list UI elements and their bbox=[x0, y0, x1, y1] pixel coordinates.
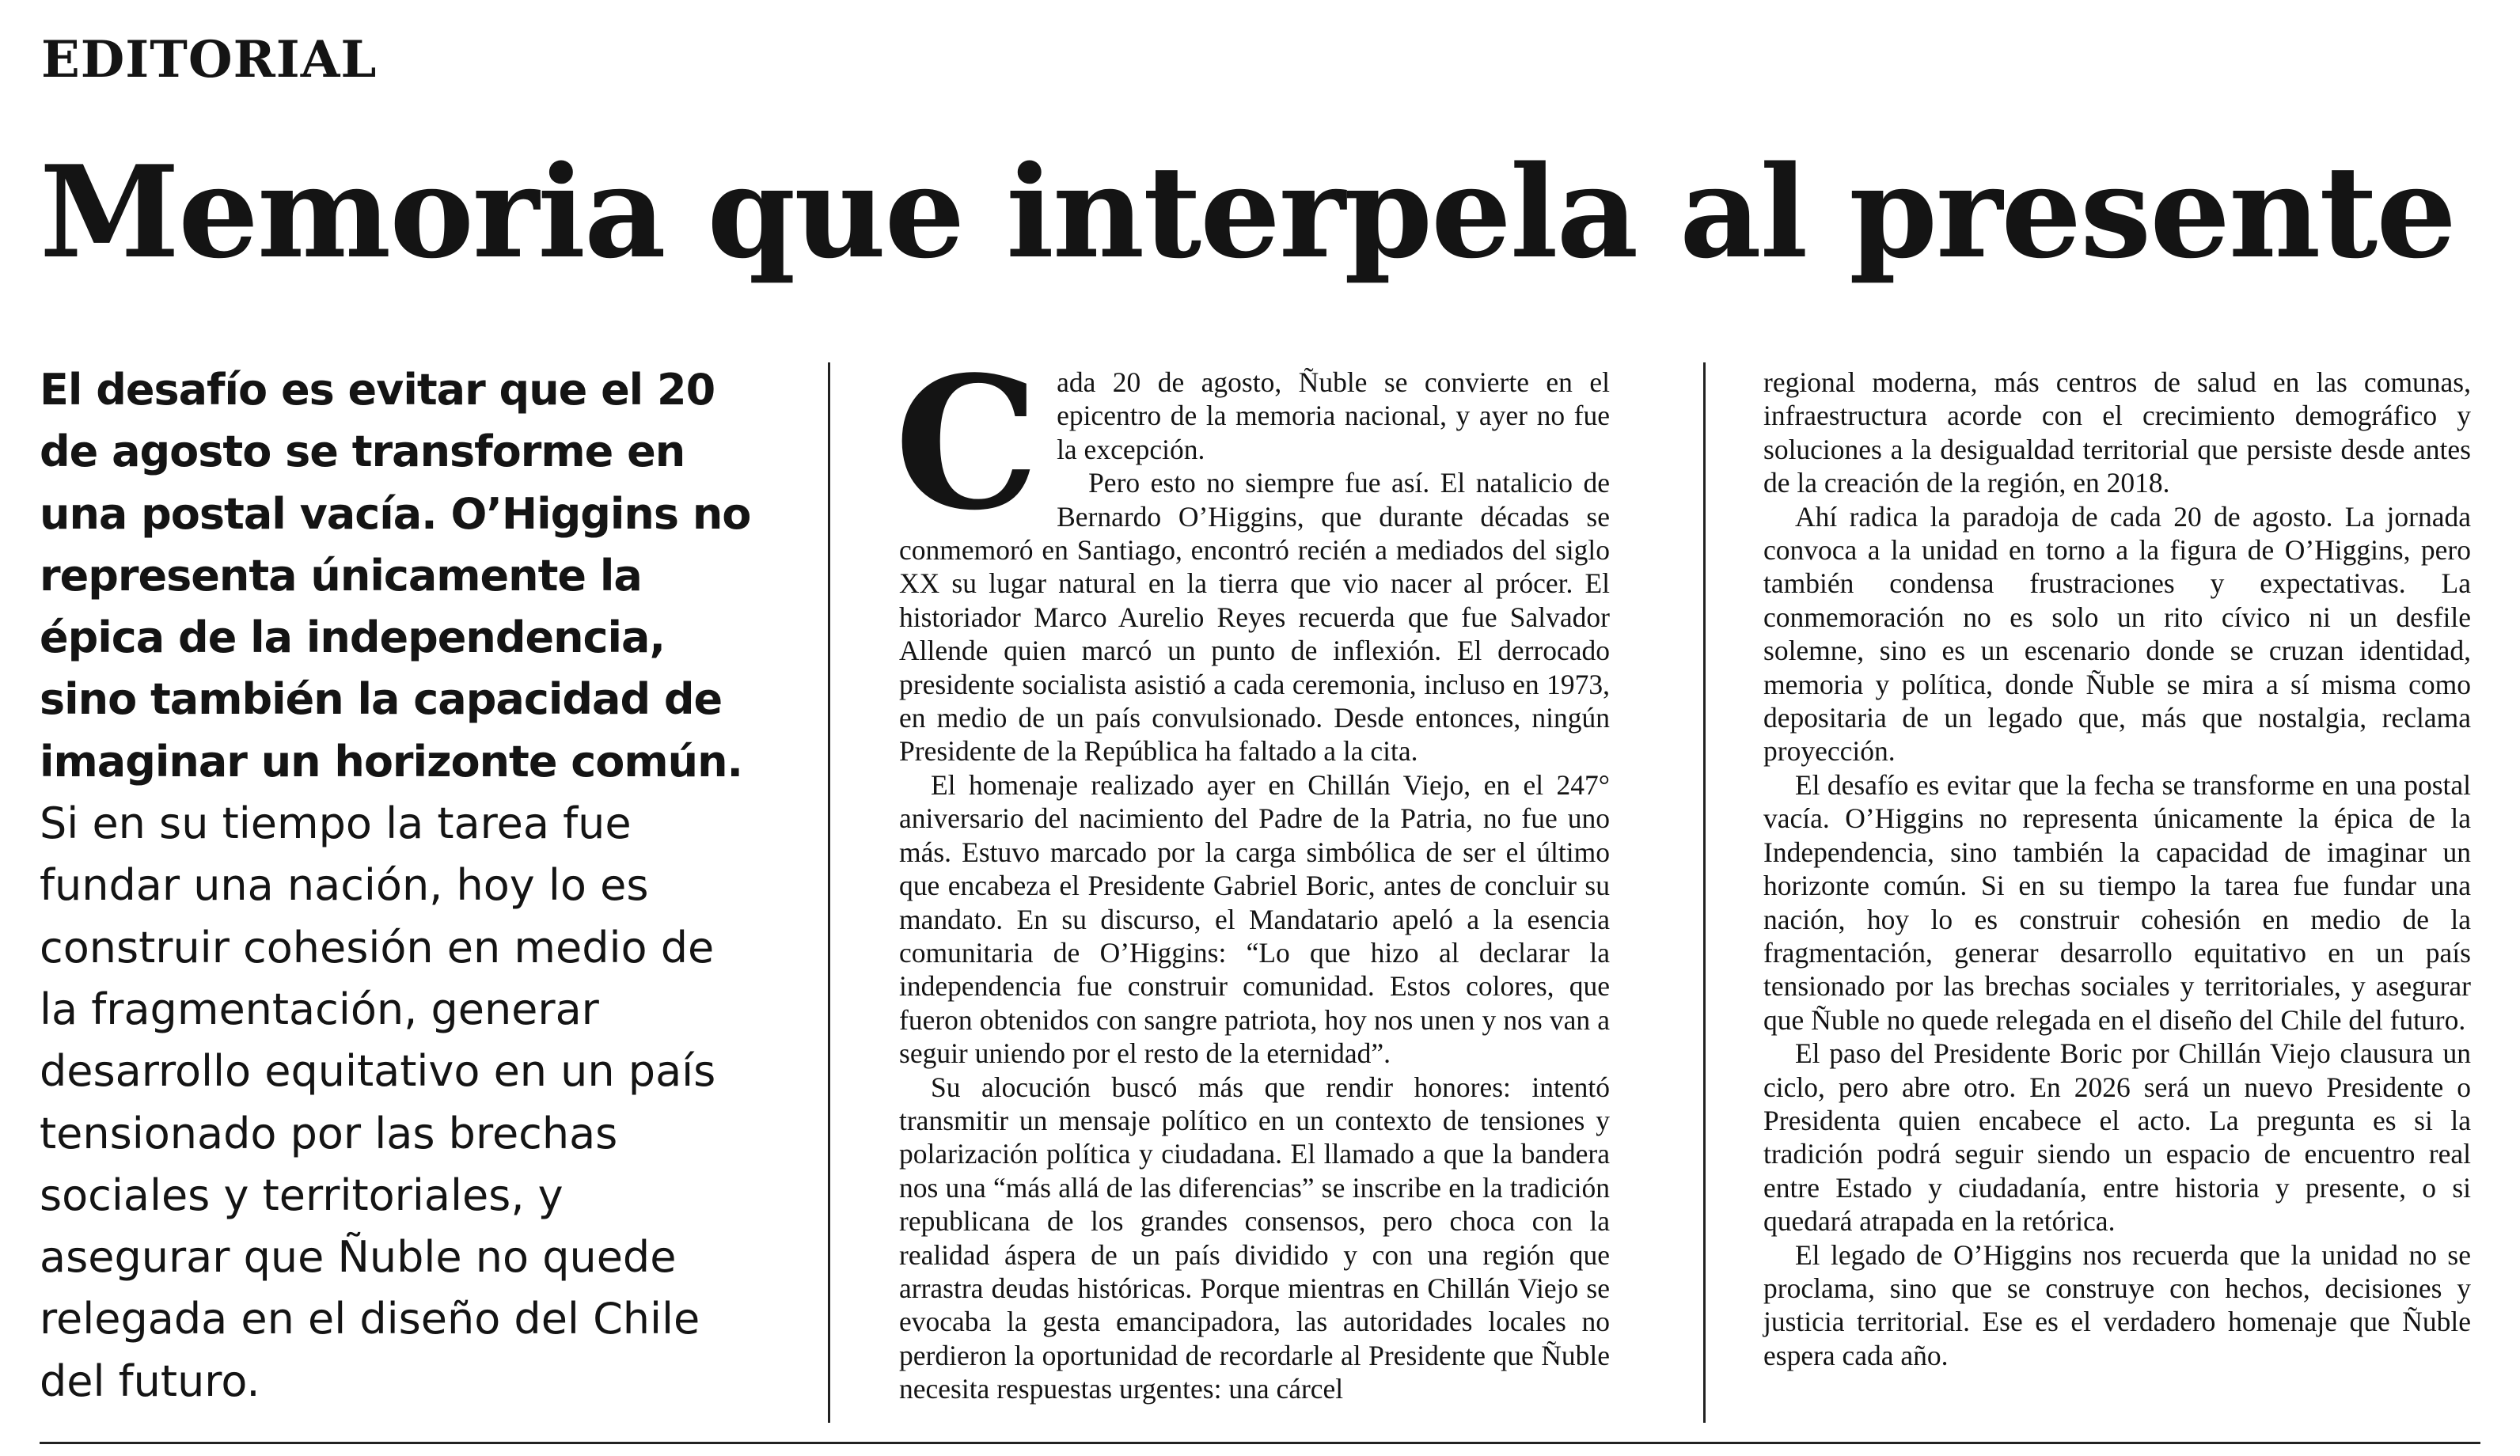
deck-continuation: Si en su tiempo la tarea fue fundar una nación, hoy lo es construir cohesión en medio de la fragmentación, generar desarrollo equitativo en un país tensionado por las brechas sociales y territoriales, y asegurar que Ñuble no quede relegada en el diseño del Chile del futuro. bbox=[40, 798, 716, 1406]
dropcap: C bbox=[894, 337, 1040, 551]
body-paragraph-7: El paso del Presidente Boric por Chillán Viejo clausura un ciclo, pero abre otro. En 2026 será un nuevo Presidente o Presidenta quien encabece el acto. La pregunta es si la tradición podrá seguir siendo un espacio de encuentro real entre Estado y ciudadanía, entre historia y presente, o si quedará atrapada en la retórica. bbox=[1763, 1037, 2471, 1238]
body-paragraph-1: ada 20 de agosto, Ñuble se convierte en el epicentro de la memoria nacional, y ayer no fue la excepción. bbox=[1057, 366, 1610, 465]
column-divider-left bbox=[828, 362, 830, 1423]
deck-highlight bbox=[40, 359, 752, 1412]
deck bbox=[40, 359, 752, 1412]
body-paragraph-3: El homenaje realizado ayer en Chillán Viejo, en el 247° aniversario del nacimiento del Padre de la Patria, no fue uno más. Estuvo marcado por la carga simbólica de ser el último que encabeza el Presidente Gabriel Boric, antes de concluir su mandato. En su discurso, el Mandatario apeló a la esencia comunitaria de O’Higgins: “Lo que hizo al declarar la independencia fue construir comunidad. Estos colores, que fueron obtenidos con sangre patriota, hoy nos unen y nos van a seguir uniendo por el resto de la eternidad”. bbox=[899, 768, 1610, 1070]
deck-highlight-text: El desafío es evitar que el 20 de agosto se transforme en una postal vacía. O’Higgins no representa únicamente la épica de la independencia, sino también la capacidad de imaginar un horizonte común. bbox=[40, 365, 751, 787]
article-column-1 bbox=[894, 337, 1610, 1406]
body-paragraph-5: Ahí radica la paradoja de cada 20 de agosto. La jornada convoca a la unidad en torno a la figura de O’Higgins, pero también condensa frustraciones y expectativas. La conmemoración no es solo un rito cívico ni un desfile solemne, sino es un escenario donde se cruzan identidad, memoria y política, donde Ñuble se mira a sí misma como depositaria de un legado que, más que nostalgia, reclama proyección. bbox=[1763, 500, 2471, 768]
headline: Memoria que interpela al presente bbox=[40, 138, 2456, 286]
body-paragraph-6: El desafío es evitar que la fecha se transforme en una postal vacía. O’Higgins no representa únicamente la épica de la Independencia, sino también la capacidad de imaginar un horizonte común. Si en su tiempo la tarea fue fundar una nación, hoy lo es construir cohesión en medio de la fragmentación, generar desarrollo equitativo en un país tensionado por las brechas sociales y territoriales, y asegurar que Ñuble no quede relegada en el diseño del Chile del futuro. bbox=[1763, 768, 2471, 1036]
column-divider-right bbox=[1703, 362, 1706, 1423]
section-label: EDITORIAL bbox=[41, 30, 378, 89]
article-column-2 bbox=[1763, 366, 2471, 1372]
body-paragraph-2: Pero esto no siempre fue así. El natalicio de Bernardo O’Higgins, que durante décadas se conmemoró en Santiago, encontró recién a mediados del siglo XX su lugar natural en la tierra que vio nacer al prócer. El historiador Marco Aurelio Reyes recuerda que fue Salvador Allende quien marcó un punto de inflexión. El derrocado presidente socialista asistió a cada ceremonia, incluso en 1973, en medio de un país convulsionado. Desde entonces, ningún Presidente de la República ha faltado a la cita. bbox=[899, 467, 1610, 768]
body-paragraph-4-continued: regional moderna, más centros de salud en las comunas, infraestructura acorde con el crecimiento demográfico y soluciones a la desigualdad territorial que persiste desde antes de la creación de la región, en 2018. bbox=[1763, 366, 2471, 499]
bottom-rule bbox=[40, 1442, 2480, 1444]
body-paragraph-8: El legado de O’Higgins nos recuerda que la unidad no se proclama, sino que se construye con hechos, decisiones y justicia territorial. Ese es el verdadero homenaje que Ñuble espera cada año. bbox=[1763, 1238, 2471, 1371]
body-paragraph-4: Su alocución buscó más que rendir honores: intentó transmitir un mensaje político en un contexto de tensiones y polarización política y ciudadana. El llamado a que la bandera nos una “más allá de las diferencias” se inscribe en la tradición republicana de los grandes consensos, pero choca con la realidad áspera de un país dividido y con una región que arrastra deudas históricas. Porque mientras en Chillán Viejo se evocaba la gesta emancipadora, las autoridades locales no perdieron la oportunidad de recordarle al Presidente que Ñuble necesita respuestas urgentes: una cárcel bbox=[899, 1071, 1610, 1405]
